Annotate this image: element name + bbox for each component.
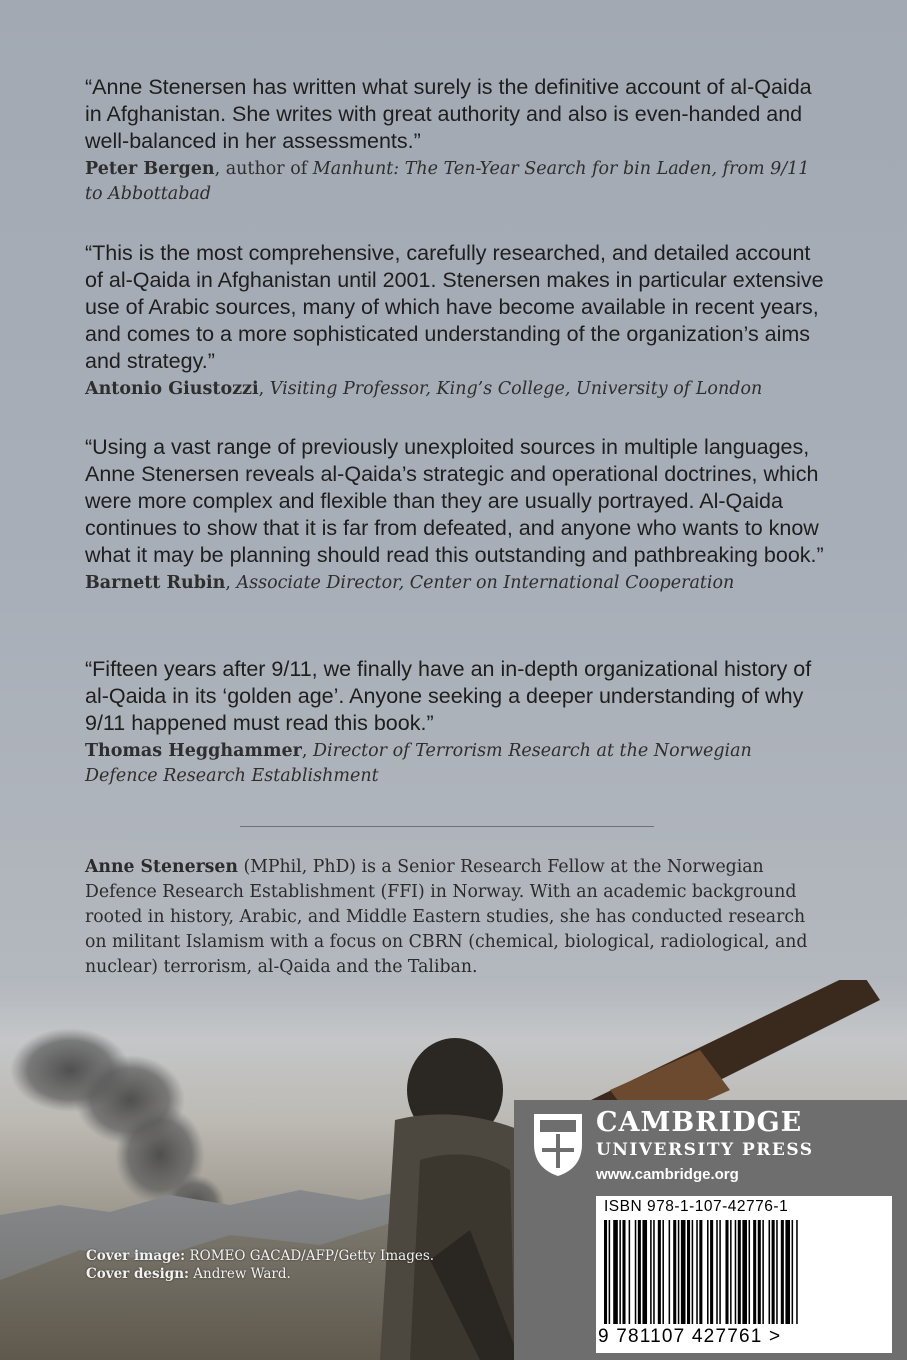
barcode-bar — [742, 1220, 747, 1324]
barcode-bar — [699, 1220, 702, 1324]
barcode-bar — [669, 1220, 671, 1324]
barcode-box — [596, 1196, 892, 1353]
barcode-bar — [758, 1220, 761, 1324]
author-bio — [85, 855, 825, 980]
author-bio-text: (MPhil, PhD) is a Senior Research Fellow at the Norwegian Defence Research Establishment (FFI) in Norway. With an academic background rooted in history, Arabic, and Middle Eastern studies, she has conducted research on militant Islamism with a focus on CBRN (chemical, biological, radiological, and nuclear) terrorism, al-Qaida and the Taliban. — [85, 857, 808, 977]
barcode-bar — [796, 1220, 798, 1324]
endorsement-attribution — [85, 571, 825, 596]
endorser-role: Associate Director, Center on International Cooperation — [236, 573, 735, 593]
barcode-bar — [681, 1220, 686, 1324]
barcode-bar — [604, 1220, 607, 1324]
cover-design-credit — [86, 1265, 434, 1283]
attribution-separator: , — [301, 741, 313, 761]
barcode-bar — [678, 1220, 680, 1324]
publisher-panel — [514, 1100, 907, 1360]
publisher-name: CAMBRIDGE — [596, 1107, 803, 1138]
barcode-bar — [792, 1220, 794, 1324]
endorser-role: Director of Terrorism Research at the Norwegian Defence Research Establishment — [85, 741, 752, 786]
attribution-separator: , — [225, 573, 237, 593]
endorser-name: Antonio Giustozzi — [85, 379, 259, 399]
barcode-bar — [735, 1220, 737, 1324]
barcode-digits: 9 781107 427761 > — [598, 1326, 782, 1347]
endorsement-attribution — [85, 377, 825, 402]
cover-design-value: Andrew Ward. — [193, 1266, 291, 1282]
barcode-bar — [776, 1220, 778, 1324]
barcode-bar — [619, 1220, 621, 1324]
cover-design-label: Cover design: — [86, 1266, 189, 1282]
barcode-bar — [642, 1220, 647, 1324]
endorsement-3 — [85, 434, 825, 596]
barcode-bar — [653, 1220, 655, 1324]
barcode-bar — [749, 1220, 751, 1324]
endorsement-quote: “Fifteen years after 9/11, we finally have an in-depth organizational history of al-Qaida in its ‘golden age’. Anyone seeking a deeper understanding of why 9/11 happened must read this book.” — [85, 657, 812, 735]
barcode-bar — [696, 1220, 698, 1324]
endorser-name: Peter Bergen — [85, 159, 215, 179]
endorsement-quote: “This is the most comprehensive, carefully researched, and detailed account of al-Qaida in Afghanistan until 2001. Stenersen makes in particular extensive use of Arabic sources, many of which have become available in recent years, and comes to a more sophisticated understanding of the organization’s aims and strategy.” — [85, 241, 824, 373]
barcode-bar — [673, 1220, 676, 1324]
barcode-bar — [707, 1220, 709, 1324]
barcode-bar — [753, 1220, 756, 1324]
isbn-label: ISBN 978-1-107-42776-1 — [604, 1198, 789, 1215]
publisher-subtitle: UNIVERSITY PRESS — [596, 1140, 814, 1160]
endorser-name: Barnett Rubin — [85, 573, 226, 593]
barcode-bar — [687, 1220, 690, 1324]
endorsement-attribution — [85, 739, 825, 789]
barcode-bar — [716, 1220, 718, 1324]
barcode-bar — [638, 1220, 641, 1324]
barcode-bar — [772, 1220, 775, 1324]
barcode-bar — [622, 1220, 625, 1324]
attribution-separator: , — [258, 379, 270, 399]
section-divider — [240, 826, 654, 827]
author-name: Anne Stenersen — [85, 857, 238, 877]
barcode-bar — [762, 1220, 764, 1324]
barcode-bar — [738, 1220, 741, 1324]
barcode-bar — [785, 1220, 790, 1324]
barcode-bar — [658, 1220, 661, 1324]
barcode-bar — [650, 1220, 652, 1324]
cover-image-credit — [86, 1247, 434, 1265]
barcode-bar — [719, 1220, 721, 1324]
barcode-bar — [725, 1220, 728, 1324]
barcode-bar — [609, 1220, 611, 1324]
endorsement-1 — [85, 74, 825, 207]
barcode-bar — [781, 1220, 784, 1324]
barcode-bar — [710, 1220, 713, 1324]
barcode-bar — [635, 1220, 637, 1324]
cover-credits — [86, 1247, 434, 1283]
cambridge-shield-icon — [530, 1110, 586, 1178]
endorsement-4 — [85, 656, 825, 789]
endorsement-2 — [85, 240, 825, 402]
barcode-bar — [692, 1220, 694, 1324]
publisher-url: www.cambridge.org — [596, 1166, 739, 1183]
cover-image-value: ROMEO GACAD/AFP/Getty Images. — [189, 1248, 435, 1264]
barcode — [604, 1220, 884, 1324]
barcode-bar — [613, 1220, 618, 1324]
barcode-bar — [769, 1220, 771, 1324]
endorsement-attribution — [85, 157, 825, 207]
barcode-bar — [730, 1220, 732, 1324]
endorser-name: Thomas Hegghammer — [85, 741, 302, 761]
barcode-bar — [629, 1220, 631, 1324]
barcode-bar — [662, 1220, 664, 1324]
attribution-separator: , author of — [214, 159, 313, 179]
cover-image-label: Cover image: — [86, 1248, 186, 1264]
endorser-role: Visiting Professor, King’s College, University of London — [269, 379, 763, 399]
endorsement-quote: “Using a vast range of previously unexploited sources in multiple languages, Anne Stenersen reveals al-Qaida’s strategic and operational doctrines, which were more complex and flexible than they are usually portrayed. Al-Qaida continues to show that it is far from defeated, and anyone who wants to know what it may be planning should read this outstanding and pathbreaking book.” — [85, 435, 824, 567]
endorsement-quote: “Anne Stenersen has written what surely is the definitive account of al-Qaida in Afghanistan. She writes with great authority and also is even-handed and well-balanced in her assessments.” — [85, 75, 812, 153]
endorser-role: Manhunt: The Ten-Year Search for bin Laden, from 9/11 to Abbottabad — [85, 159, 810, 204]
